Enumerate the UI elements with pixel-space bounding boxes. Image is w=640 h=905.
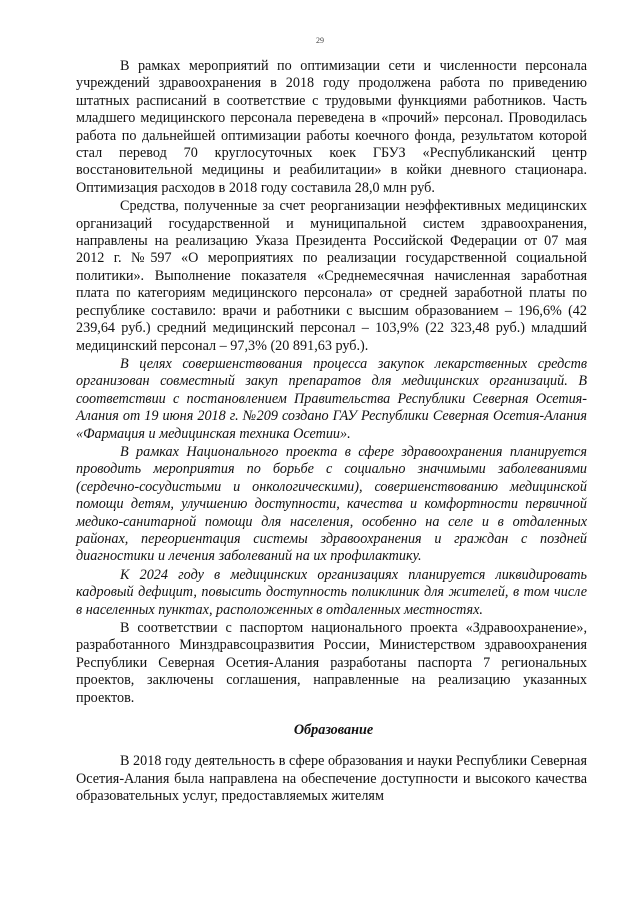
page-number: 29 [316, 36, 324, 45]
document-body [76, 58, 587, 807]
paragraph-national-project: В рамках Национального проекта в сфере здравоохранения планируется проводить мероприятия по борьбе с социально значимыми заболеваниями (сердечно-сосудистыми и онкологическими), совершенствованию медицинской помощи детям, улучшению доступности, качества и комфортности первичной медико-санитарной помощи для населения, особенно на селе и в отдаленных районах, переориентация системы здравоохранения и граждан с поздней диагностики и лечения заболеваний на их профилактику. [76, 443, 587, 565]
section-heading: Образование [293, 722, 374, 739]
paragraph-funds-salary: Средства, полученные за счет реорганизации неэффективных медицинских организаций государственной и муниципальной систем здравоохранения, направлены на реализацию Указа Президента Российской Федерации от 07 мая 2012 г. №597 «О мероприятиях по реализации государственной социальной политики». Выполнение показателя «Среднемесячная начисленная заработная плата по категориям медицинского персонала» от средней заработной платы по республике составило: врачи и работники с высшим образованием – 196,6% (42 239,64 руб.) средний медицинский персонал – 103,9% (22 323,48 руб.) младший медицинский персонал – 97,3% (20 891,63 руб.). [76, 198, 587, 354]
paragraph-procurement: В целях совершенствования процесса закупок лекарственных средств организован совместный закуп препаратов для медицинских организаций. В соответствии с постановлением Правительства Республики Северная Осетия-Алания от 19 июня 2018 г. №209 создано ГАУ Республики Северная Осетия-Алания «Фармация и медицинская техника Осетии». [76, 355, 587, 442]
paragraph-optimization: В рамках мероприятий по оптимизации сети и численности персонала учреждений здравоохранения в 2018 году продолжена работа по приведению штатных расписаний в соответствие с трудовыми функциями работников. Часть младшего медицинского персонала переведена в «прочий» персонал. Проводилась работа по дальнейшей оптимизации работы коечного фонда, результатом которой стал перевод 70 круглосуточных коек ГБУЗ «Республиканский центр восстановительной медицины и реабилитации» в койки дневного стационара. Оптимизация расходов в 2018 году составила 28,0 млн руб. [76, 58, 587, 196]
paragraph-education: В 2018 году деятельность в сфере образования и науки Республики Северная Осетия-Алания была направлена на обеспечение доступности и высокого качества образовательных услуг, предоставляемых жителям [76, 753, 587, 805]
paragraph-staffing-2024: К 2024 году в медицинских организациях планируется ликвидировать кадровый дефицит, повысить доступность поликлиник для жителей, в том числе в населенных пунктах, расположенных в отдаленных местностях. [76, 566, 587, 618]
paragraph-regional-projects: В соответствии с паспортом национального проекта «Здравоохранение», разработанного Минздравсоцразвития России, Министерством здравоохранения Республики Северная Осетия-Алания разработаны паспорта 7 региональных проектов, заключены соглашения, направленные на реализацию указанных проектов. [76, 620, 587, 706]
